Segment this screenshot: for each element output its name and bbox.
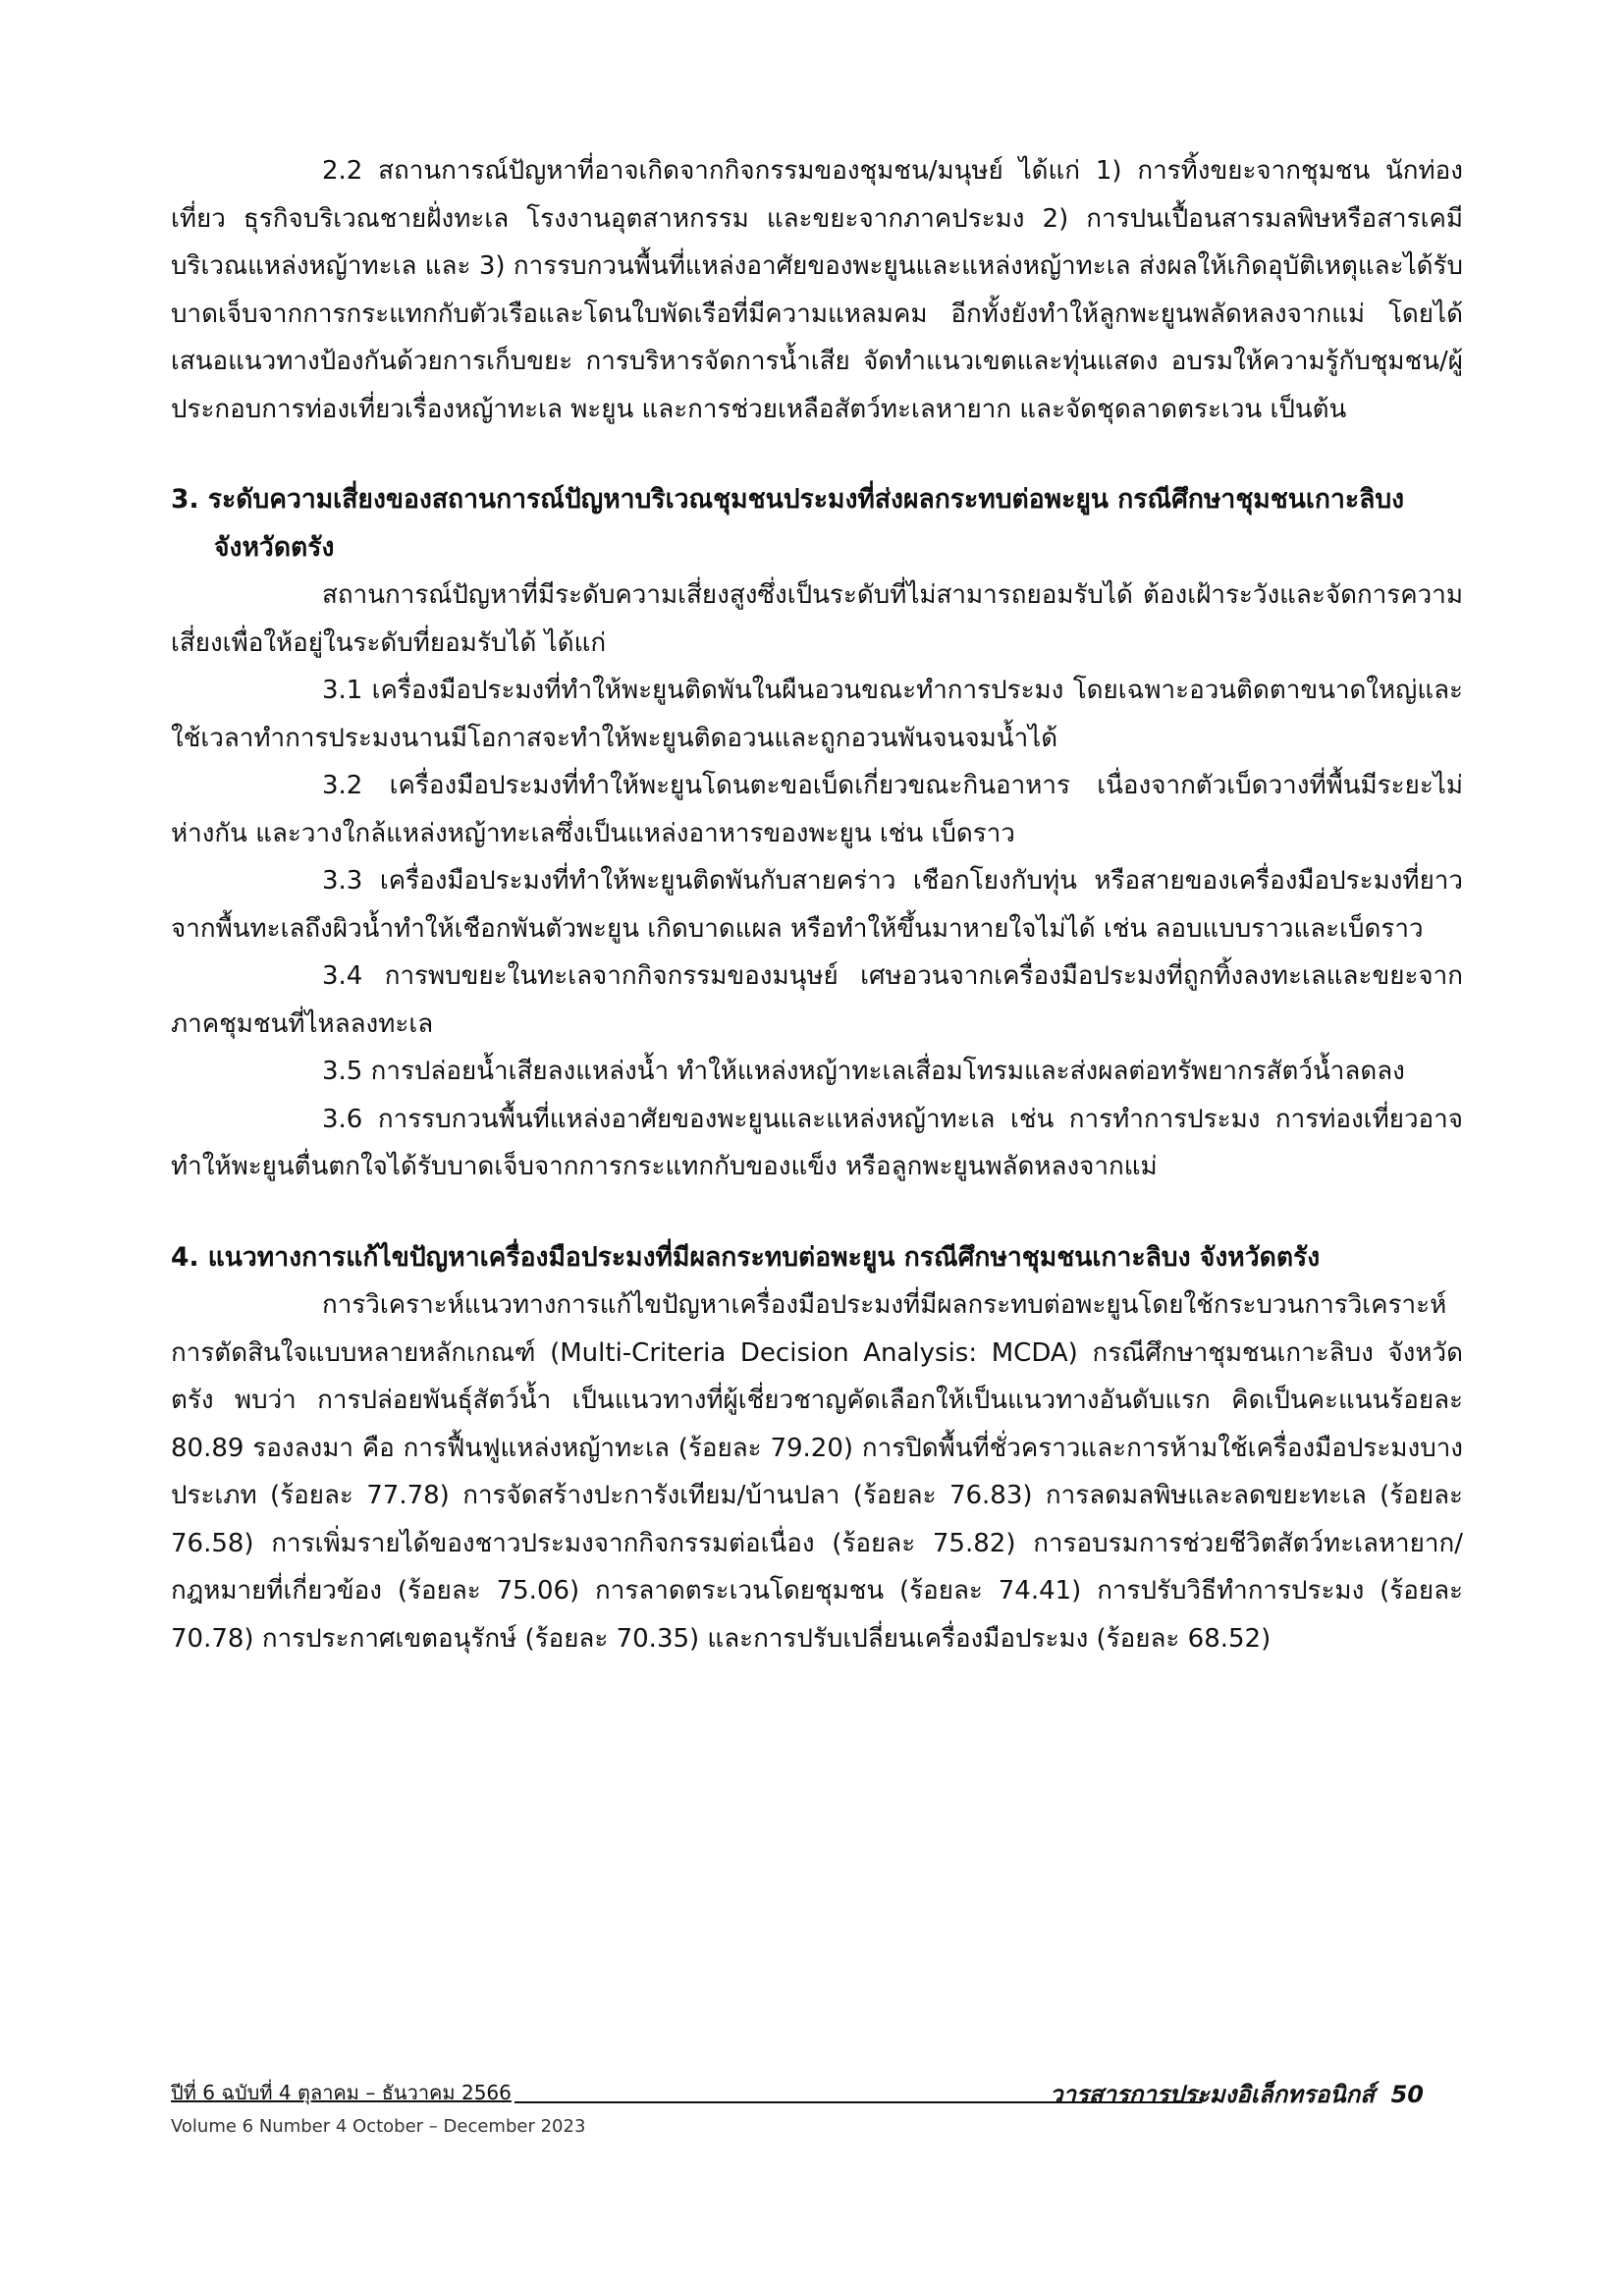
footer-issue-english: Volume 6 Number 4 October – December 2023 — [171, 2116, 586, 2137]
item-3-5: 3.5 การปล่อยน้ำเสียลงแหล่งน้ำ ทำให้แหล่งหญ้าทะเลเสื่อมโทรมและส่งผลต่อทรัพยากรสัตว์น้ำลดลง — [322, 1057, 1405, 1086]
section-4-heading: 4. แนวทางการแก้ไขปัญหาเครื่องมือประมงที่มีผลกระทบต่อพะยูน กรณีศึกษาชุมชนเกาะลิบง จังหวัดตรัง — [171, 1241, 1321, 1273]
page-footer — [171, 2078, 1463, 2156]
page-number: 50 — [1390, 2081, 1424, 2108]
section-3-heading: 3. ระดับความเสี่ยงของสถานการณ์ปัญหาบริเวณชุมชนประมงที่ส่งผลกระทบต่อพะยูน กรณีศึกษาชุมชนเกาะลิบง จังหวัดตรัง — [171, 484, 1405, 563]
footer-issue-thai: ปีที่ 6 ฉบับที่ 4 ตุลาคม – ธันวาคม 2566 — [171, 2081, 512, 2104]
item-3-6: 3.6 การรบกวนพื้นที่แหล่งอาศัยของพะยูนและแหล่งหญ้าทะเล เช่น การทำการประมง การท่องเที่ยวอาจทำให้พะยูนตื่นตกใจได้รับบาดเจ็บจากการกระแทกกับของแข็ง หรือลูกพะยูนพลัดหลงจากแม่ — [171, 1104, 1463, 1181]
paragraph-2-2: 2.2 สถานการณ์ปัญหาที่อาจเกิดจากกิจกรรมของชุมชน/มนุษย์ ได้แก่ 1) การทิ้งขยะจากชุมชน นักท่องเที่ยว ธุรกิจบริเวณชายฝั่งทะเล โรงงานอุตสาหกรรม และขยะจากภาคประมง 2) การปนเปื้อนสารมลพิษหรือสารเคมีบริเวณแหล่งหญ้าทะเล และ 3) การรบกวนพื้นที่แหล่งอาศัยของพะยูนและแหล่งหญ้าทะเล ส่งผลให้เกิดอุบัติเหตุและได้รับบาดเจ็บจากการกระแทกกับตัวเรือและโดนใบพัดเรือที่มีความแหลมคม อีกทั้งยังทำให้ลูกพะยูนพลัดหลงจากแม่ โดยได้เสนอแนวทางป้องกันด้วยการเก็บขยะ การบริหารจัดการน้ำเสีย จัดทำแนวเขตและทุ่นแสดง อบรมให้ความรู้กับชุมชน/ผู้ประกอบการท่องเที่ยวเรื่องหญ้าทะเล พะยูน และการช่วยเหลือสัตว์ทะเลหายาก และจัดชุดลาดตระเวน เป็นต้น — [171, 156, 1463, 424]
item-3-4: 3.4 การพบขยะในทะเลจากกิจกรรมของมนุษย์ เศษอวนจากเครื่องมือประมงที่ถูกทิ้งลงทะเลและขยะจากภาคชุมชนที่ไหลลงทะเล — [171, 961, 1463, 1039]
section-4-paragraph: การวิเคราะห์แนวทางการแก้ไขปัญหาเครื่องมือประมงที่มีผลกระทบต่อพะยูนโดยใช้กระบวนการวิเคราะห์การตัดสินใจแบบหลายหลักเกณฑ์ (Multi-Criteria Decision Analysis: MCDA) กรณีศึกษาชุมชนเกาะลิบง จังหวัดตรัง พบว่า การปล่อยพันธุ์สัตว์น้ำ เป็นแนวทางที่ผู้เชี่ยวชาญคัดเลือกให้เป็นแนวทางอันดับแรก คิดเป็นคะแนนร้อยละ 80.89 รองลงมา คือ การฟื้นฟูแหล่งหญ้าทะเล (ร้อยละ 79.20) การปิดพื้นที่ชั่วคราวและการห้ามใช้เครื่องมือประมงบางประเภท (ร้อยละ 77.78) การจัดสร้างปะการังเทียม/บ้านปลา (ร้อยละ 76.83) การลดมลพิษและลดขยะทะเล (ร้อยละ 76.58) การเพิ่มรายได้ของชาวประมงจากกิจกรรมต่อเนื่อง (ร้อยละ 75.82) การอบรมการช่วยชีวิตสัตว์ทะเลหายาก/กฎหมายที่เกี่ยวข้อง (ร้อยละ 75.06) การลาดตระเวนโดยชุมชน (ร้อยละ 74.41) การปรับวิธีทำการประมง (ร้อยละ 70.78) การประกาศเขตอนุรักษ์ (ร้อยละ 70.35) และการปรับเปลี่ยนเครื่องมือประมง (ร้อยละ 68.52) — [171, 1290, 1463, 1654]
section-3-intro: สถานการณ์ปัญหาที่มีระดับความเสี่ยงสูงซึ่งเป็นระดับที่ไม่สามารถยอมรับได้ ต้องเฝ้าระวังและจัดการความเสี่ยงเพื่อให้อยู่ในระดับที่ยอมรับได้ ได้แก่ — [171, 580, 1463, 658]
main-content — [171, 147, 1463, 1662]
footer-journal-title — [1050, 2078, 1424, 2111]
item-3-3: 3.3 เครื่องมือประมงที่ทำให้พะยูนติดพันกับสายคร่าว เชือกโยงกับทุ่น หรือสายของเครื่องมือประมงที่ยาวจากพื้นทะเลถึงผิวน้ำทำให้เชือกพันตัวพะยูน เกิดบาดแผล หรือทำให้ขึ้นมาหายใจไม่ได้ เช่น ลอบแบบราวและเบ็ดราว — [171, 866, 1463, 944]
journal-name: วารสารการประมงอิเล็กทรอนิกส์ — [1049, 2081, 1375, 2108]
item-3-1: 3.1 เครื่องมือประมงที่ทำให้พะยูนติดพันในผืนอวนขณะทำการประมง โดยเฉพาะอวนติดตาขนาดใหญ่และใช้เวลาทำการประมงนานมีโอกาสจะทำให้พะยูนติดอวนและถูกอวนพันจนจมน้ำได้ — [171, 676, 1463, 753]
item-3-2: 3.2 เครื่องมือประมงที่ทำให้พะยูนโดนตะขอเบ็ดเกี่ยวขณะกินอาหาร เนื่องจากตัวเบ็ดวางที่พื้นมีระยะไม่ห่างกัน และวางใกล้แหล่งหญ้าทะเลซึ่งเป็นแหล่งอาหารของพะยูน เช่น เบ็ดราว — [171, 771, 1463, 848]
